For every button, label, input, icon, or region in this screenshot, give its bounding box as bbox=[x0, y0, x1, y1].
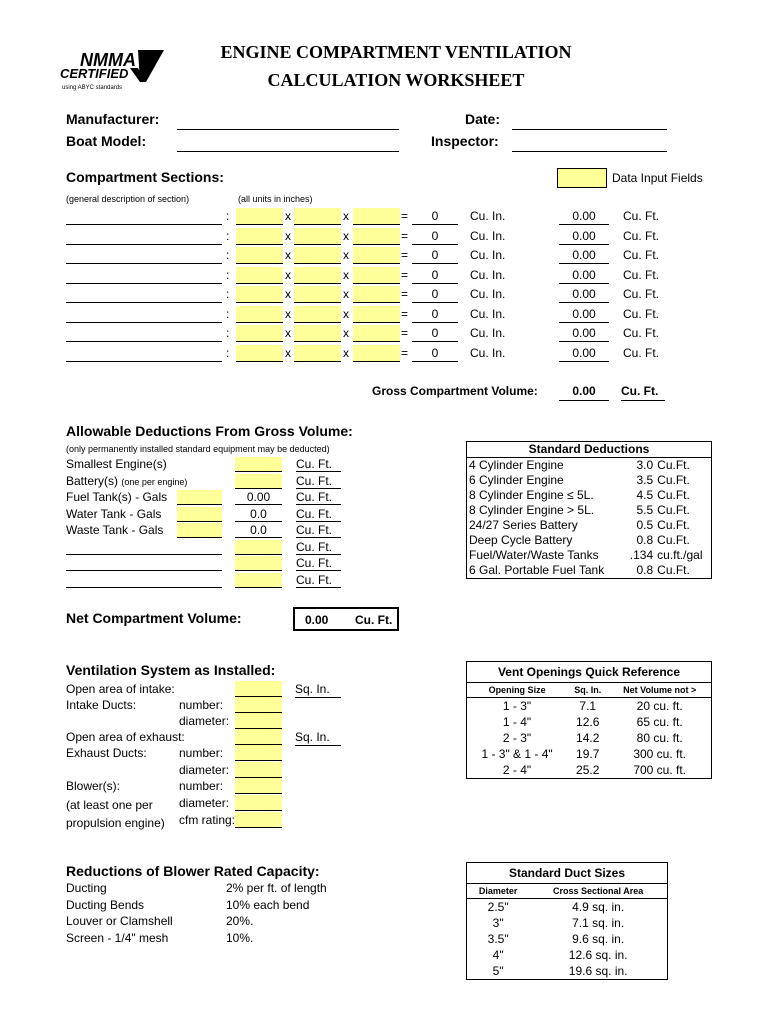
deduction-label bbox=[66, 523, 163, 538]
intake-number-input[interactable] bbox=[235, 697, 282, 713]
cubic-inches-unit: Cu. In. bbox=[470, 267, 506, 282]
deduction-input[interactable] bbox=[235, 474, 282, 489]
equals-sign: = bbox=[401, 345, 409, 360]
deduction-unit: Cu. Ft. bbox=[296, 457, 341, 472]
blower-note-2: propulsion engine) bbox=[66, 816, 165, 830]
intake-ducts-label: Intake Ducts: bbox=[66, 698, 137, 712]
vent-openings-table bbox=[466, 661, 712, 779]
reduction-item: Ducting Bends bbox=[66, 897, 145, 912]
length-input[interactable] bbox=[236, 306, 283, 323]
colon: : bbox=[226, 306, 230, 321]
std-deduction-value: 4.5 bbox=[636, 488, 654, 502]
times-sign: x bbox=[343, 228, 349, 243]
cubic-feet-unit: Cu. Ft. bbox=[623, 326, 660, 340]
cubic-inches-value: 0 bbox=[412, 247, 458, 264]
height-input[interactable] bbox=[353, 247, 400, 264]
std-deduction-unit: Cu.Ft. bbox=[657, 488, 690, 502]
times-sign: x bbox=[285, 287, 291, 301]
cubic-feet-unit: Cu. Ft. bbox=[623, 287, 660, 301]
std-deduction-row bbox=[467, 488, 712, 503]
reduction-value: 10% each bend bbox=[226, 897, 310, 912]
equals-sign: = bbox=[401, 228, 409, 243]
std-deduction-value: 5.5 bbox=[636, 503, 654, 517]
vent-ref-row bbox=[467, 714, 712, 730]
net-volume-value: 0.00 bbox=[305, 613, 329, 627]
vent-ref-cell: 300 cu. ft. bbox=[633, 747, 687, 761]
exhaust-number-input[interactable] bbox=[235, 745, 282, 761]
ventilation-heading: Ventilation System as Installed: bbox=[66, 662, 276, 678]
length-input[interactable] bbox=[236, 267, 283, 284]
deduction-label bbox=[66, 457, 167, 472]
times-sign: x bbox=[285, 326, 291, 340]
std-deduction-item: 24/27 Series Battery bbox=[469, 518, 578, 532]
duct-size-cell: 3.5" bbox=[487, 932, 509, 946]
colon: : bbox=[226, 248, 230, 262]
compartment-desc-note: (general description of section) bbox=[66, 194, 190, 204]
section-description-field[interactable] bbox=[66, 208, 222, 225]
std-deduction-value: 0.8 bbox=[636, 563, 654, 577]
equals-sign: = bbox=[401, 209, 409, 223]
title-line-2: CALCULATION WORKSHEET bbox=[267, 70, 525, 90]
reduction-item: Ducting bbox=[66, 881, 107, 895]
blower-cfm-input[interactable] bbox=[235, 812, 282, 828]
cubic-inches-value: 0 bbox=[412, 228, 458, 245]
deduction-input[interactable] bbox=[235, 540, 282, 555]
cubic-feet-unit: Cu. Ft. bbox=[623, 267, 660, 282]
deduction-value: 0.00 bbox=[235, 490, 282, 505]
times-sign: x bbox=[285, 209, 291, 223]
deduction-value: 0.0 bbox=[235, 523, 282, 538]
section-description-field[interactable] bbox=[66, 286, 222, 303]
deduction-label-note: (one per engine) bbox=[121, 476, 188, 487]
deduction-input[interactable] bbox=[235, 556, 282, 571]
deduction-description-field[interactable] bbox=[66, 556, 222, 571]
gallons-input[interactable] bbox=[177, 507, 222, 522]
deduction-unit: Cu. Ft. bbox=[296, 540, 341, 555]
height-input[interactable] bbox=[353, 306, 400, 323]
vent-ref-row bbox=[467, 746, 712, 762]
duct-size-cell: 4.9 sq. in. bbox=[572, 900, 625, 914]
duct-size-header: Cross Sectional Area bbox=[553, 886, 644, 896]
cubic-feet-unit: Cu. Ft. bbox=[623, 306, 660, 321]
deduction-input[interactable] bbox=[235, 573, 282, 588]
open-intake-label: Open area of intake: bbox=[66, 682, 175, 696]
times-sign: x bbox=[285, 306, 291, 321]
std-deduction-item: 4 Cylinder Engine bbox=[469, 458, 564, 472]
vent-ref-cell: 7.1 bbox=[579, 699, 597, 713]
section-description-field[interactable] bbox=[66, 267, 222, 284]
manufacturer-label: Manufacturer: bbox=[66, 111, 160, 127]
cubic-feet-unit: Cu. Ft. bbox=[623, 228, 660, 243]
width-input[interactable] bbox=[294, 325, 341, 342]
vent-ref-cell: 80 cu. ft. bbox=[636, 731, 683, 745]
length-input[interactable] bbox=[236, 208, 283, 225]
duct-size-cell: 12.6 sq. in. bbox=[568, 948, 628, 962]
deduction-description-field[interactable] bbox=[66, 540, 222, 555]
duct-size-row bbox=[467, 915, 668, 931]
vent-ref-cell: 19.7 bbox=[576, 747, 600, 761]
manufacturer-field[interactable] bbox=[177, 112, 399, 130]
intake-diameter-input[interactable] bbox=[235, 713, 282, 729]
equals-sign: = bbox=[401, 326, 409, 340]
gallons-input[interactable] bbox=[177, 490, 222, 505]
length-input[interactable] bbox=[236, 345, 283, 362]
blowers-label: Blower(s): bbox=[66, 779, 121, 793]
times-sign: x bbox=[285, 248, 291, 262]
exhaust-diameter-input[interactable] bbox=[235, 762, 282, 778]
vent-ref-header: Net Volume not > bbox=[623, 685, 697, 695]
std-deduction-item: 6 Cylinder Engine bbox=[469, 473, 564, 487]
section-description-field[interactable] bbox=[66, 325, 222, 342]
colon: : bbox=[226, 345, 230, 360]
std-deduction-item: 8 Cylinder Engine > 5L. bbox=[469, 503, 595, 517]
duct-size-row bbox=[467, 931, 668, 947]
vent-ref-cell: 1 - 4" bbox=[502, 715, 532, 729]
std-deduction-unit: Cu.Ft. bbox=[657, 518, 690, 532]
times-sign: x bbox=[343, 248, 349, 262]
std-deduction-unit: Cu.Ft. bbox=[657, 533, 690, 547]
deduction-label bbox=[66, 507, 161, 522]
duct-sizes-table bbox=[466, 862, 668, 980]
net-volume-label: Net Compartment Volume: bbox=[66, 610, 242, 626]
vent-ref-cell: 12.6 bbox=[576, 715, 600, 729]
cubic-inches-value: 0 bbox=[412, 306, 458, 323]
vent-ref-row bbox=[467, 730, 712, 746]
vent-ref-row bbox=[467, 762, 712, 779]
vent-ref-title: Vent Openings Quick Reference bbox=[467, 662, 712, 683]
gross-volume-unit: Cu. Ft. bbox=[621, 384, 665, 401]
height-input[interactable] bbox=[353, 267, 400, 284]
cubic-feet-unit: Cu. Ft. bbox=[623, 209, 660, 223]
deduction-unit: Cu. Ft. bbox=[296, 556, 341, 571]
vent-ref-cell: 2 - 4" bbox=[502, 763, 532, 777]
std-deduction-row bbox=[467, 533, 712, 548]
deduction-label bbox=[66, 490, 167, 505]
cubic-inches-unit: Cu. In. bbox=[470, 228, 506, 243]
open-exhaust-input[interactable] bbox=[235, 729, 282, 745]
net-volume-unit: Cu. Ft. bbox=[355, 613, 393, 627]
deduction-label-text: Smallest Engine(s) bbox=[66, 457, 167, 471]
width-input[interactable] bbox=[294, 345, 341, 362]
gross-volume-value: 0.00 bbox=[559, 384, 609, 401]
intake-diameter-label: diameter: bbox=[179, 714, 230, 728]
std-deduction-unit: Cu.Ft. bbox=[657, 563, 690, 577]
std-deduction-item: Fuel/Water/Waste Tanks bbox=[469, 548, 599, 562]
reductions-heading: Reductions of Blower Rated Capacity: bbox=[66, 863, 320, 879]
colon: : bbox=[226, 267, 230, 282]
cubic-feet-value: 0.00 bbox=[559, 267, 609, 284]
date-label: Date: bbox=[465, 111, 501, 127]
section-description-field[interactable] bbox=[66, 306, 222, 323]
std-deduction-value: 0.5 bbox=[636, 518, 654, 532]
reduction-item: Louver or Clamshell bbox=[66, 914, 173, 928]
length-input[interactable] bbox=[236, 247, 283, 264]
width-input[interactable] bbox=[294, 208, 341, 225]
cubic-inches-unit: Cu. In. bbox=[470, 248, 506, 262]
data-input-legend-swatch bbox=[557, 168, 607, 188]
duct-size-cell: 7.1 sq. in. bbox=[572, 916, 625, 930]
height-input[interactable] bbox=[353, 345, 400, 362]
std-deduction-item: Deep Cycle Battery bbox=[469, 533, 573, 547]
gallons-input[interactable] bbox=[177, 523, 222, 538]
length-input[interactable] bbox=[236, 286, 283, 303]
cubic-feet-value: 0.00 bbox=[559, 286, 609, 303]
reduction-value: 10%. bbox=[226, 930, 254, 945]
open-intake-input[interactable] bbox=[235, 681, 282, 697]
height-input[interactable] bbox=[353, 325, 400, 342]
vent-ref-header: Sq. In. bbox=[574, 685, 602, 695]
vent-ref-cell: 65 cu. ft. bbox=[636, 715, 683, 729]
deduction-unit: Cu. Ft. bbox=[296, 507, 341, 522]
std-deduction-unit: cu.ft./gal bbox=[657, 548, 703, 562]
duct-size-row bbox=[467, 947, 668, 963]
vent-ref-cell: 20 cu. ft. bbox=[636, 699, 683, 713]
cubic-inches-unit: Cu. In. bbox=[470, 306, 506, 321]
cubic-inches-value: 0 bbox=[412, 345, 458, 362]
std-deduction-row bbox=[467, 548, 712, 563]
deduction-unit: Cu. Ft. bbox=[296, 573, 341, 588]
times-sign: x bbox=[285, 267, 291, 282]
inspector-label: Inspector: bbox=[431, 133, 499, 149]
std-deduction-row bbox=[467, 458, 712, 474]
cubic-inches-unit: Cu. In. bbox=[470, 287, 506, 301]
title-line-1: ENGINE COMPARTMENT VENTILATION bbox=[220, 42, 572, 62]
logo-abyc: using ABYC standards bbox=[62, 85, 123, 91]
boat-model-field[interactable] bbox=[177, 134, 399, 152]
data-input-legend-label: Data Input Fields bbox=[612, 171, 703, 185]
cubic-inches-value: 0 bbox=[412, 208, 458, 225]
duct-size-cell: 2.5" bbox=[487, 900, 509, 914]
height-input[interactable] bbox=[353, 228, 400, 245]
colon: : bbox=[226, 326, 230, 340]
cubic-inches-value: 0 bbox=[412, 325, 458, 342]
times-sign: x bbox=[285, 345, 291, 360]
duct-size-header: Diameter bbox=[478, 886, 518, 896]
deduction-label-text: Waste Tank - Gals bbox=[66, 523, 164, 537]
cubic-inches-unit: Cu. In. bbox=[470, 209, 506, 223]
section-description-field[interactable] bbox=[66, 228, 222, 245]
logo-certified: CERTIFIED bbox=[60, 66, 129, 81]
vent-ref-cell: 700 cu. ft. bbox=[633, 763, 687, 777]
exhaust-diameter-label: diameter: bbox=[179, 763, 230, 777]
width-input[interactable] bbox=[294, 267, 341, 284]
width-input[interactable] bbox=[294, 286, 341, 303]
times-sign: x bbox=[285, 228, 291, 243]
vent-ref-cell: 14.2 bbox=[576, 731, 600, 745]
deduction-label-text: Water Tank - Gals bbox=[66, 506, 162, 521]
equals-sign: = bbox=[401, 287, 409, 301]
width-input[interactable] bbox=[294, 228, 341, 245]
cubic-feet-value: 0.00 bbox=[559, 325, 609, 342]
blower-number-input[interactable] bbox=[235, 778, 282, 794]
logo-nmma: NMMA bbox=[80, 50, 136, 70]
date-field[interactable] bbox=[512, 112, 667, 130]
std-deduction-row bbox=[467, 503, 712, 518]
std-deductions-title: Standard Deductions bbox=[467, 442, 712, 458]
std-deduction-unit: Cu.Ft. bbox=[657, 473, 690, 487]
vent-ref-cell: 2 - 3" bbox=[502, 731, 532, 745]
cubic-inches-value: 0 bbox=[412, 267, 458, 284]
equals-sign: = bbox=[401, 248, 409, 262]
exhaust-number-label: number: bbox=[179, 746, 224, 760]
duct-size-cell: 5" bbox=[492, 964, 504, 978]
colon: : bbox=[226, 228, 230, 243]
exhaust-ducts-label: Exhaust Ducts: bbox=[66, 746, 147, 760]
deduction-unit: Cu. Ft. bbox=[296, 490, 341, 505]
duct-size-row bbox=[467, 963, 668, 980]
times-sign: x bbox=[343, 345, 349, 360]
section-description-field[interactable] bbox=[66, 345, 222, 362]
cubic-feet-value: 0.00 bbox=[559, 228, 609, 245]
duct-size-cell: 19.6 sq. in. bbox=[568, 964, 628, 978]
compartment-units-note: (all units in inches) bbox=[238, 194, 313, 204]
std-deduction-item: 6 Gal. Portable Fuel Tank bbox=[469, 563, 605, 577]
vent-ref-cell: 25.2 bbox=[576, 763, 600, 777]
blower-number-label: number: bbox=[179, 779, 224, 793]
section-description-field[interactable] bbox=[66, 247, 222, 264]
times-sign: x bbox=[343, 326, 349, 340]
std-deduction-value: .134 bbox=[629, 548, 654, 562]
duct-size-cell: 3" bbox=[492, 916, 504, 930]
length-input[interactable] bbox=[236, 228, 283, 245]
times-sign: x bbox=[343, 209, 349, 223]
duct-size-cell: 4" bbox=[492, 948, 504, 962]
vent-ref-cell: 1 - 3" bbox=[502, 699, 532, 713]
blower-note-1: (at least one per bbox=[66, 798, 153, 812]
blower-diameter-input[interactable] bbox=[235, 795, 282, 811]
deduction-label-text: Battery(s) bbox=[66, 473, 119, 488]
reduction-item: Screen - 1/4" mesh bbox=[66, 930, 169, 945]
deduction-label bbox=[66, 474, 187, 490]
standard-deductions-table bbox=[466, 441, 712, 579]
std-deduction-row bbox=[467, 518, 712, 533]
equals-sign: = bbox=[401, 267, 409, 282]
deduction-description-field[interactable] bbox=[66, 573, 222, 588]
std-deduction-unit: Cu.Ft. bbox=[657, 503, 690, 517]
deduction-unit: Cu. Ft. bbox=[296, 474, 341, 489]
deduction-input[interactable] bbox=[235, 457, 282, 472]
open-intake-unit: Sq. In. bbox=[295, 681, 341, 698]
std-deduction-row bbox=[467, 563, 712, 579]
std-deduction-row bbox=[467, 473, 712, 488]
boat-model-label: Boat Model: bbox=[66, 133, 147, 149]
std-deduction-value: 0.8 bbox=[636, 533, 654, 547]
times-sign: x bbox=[343, 306, 349, 321]
reduction-value: 20%. bbox=[226, 914, 254, 928]
width-input[interactable] bbox=[294, 247, 341, 264]
deductions-note: (only permanently installed standard equipment may be deducted) bbox=[66, 444, 330, 454]
std-deduction-value: 3.0 bbox=[636, 458, 654, 472]
colon: : bbox=[226, 209, 230, 223]
reduction-value: 2% per ft. of length bbox=[226, 881, 327, 895]
cubic-feet-value: 0.00 bbox=[559, 345, 609, 362]
height-input[interactable] bbox=[353, 286, 400, 303]
duct-size-cell: 9.6 sq. in. bbox=[572, 932, 625, 946]
inspector-field[interactable] bbox=[512, 134, 667, 152]
length-input[interactable] bbox=[236, 325, 283, 342]
net-volume-box bbox=[293, 607, 399, 631]
width-input[interactable] bbox=[294, 306, 341, 323]
deductions-heading: Allowable Deductions From Gross Volume: bbox=[66, 423, 353, 439]
nmma-certified-logo bbox=[60, 46, 170, 96]
open-exhaust-label: Open area of exhaust: bbox=[66, 730, 185, 744]
duct-size-row bbox=[467, 899, 668, 916]
std-deduction-value: 3.5 bbox=[636, 473, 654, 487]
times-sign: x bbox=[343, 287, 349, 301]
vent-ref-header: Opening Size bbox=[488, 685, 546, 695]
deduction-value: 0.0 bbox=[235, 507, 282, 522]
gross-volume-label: Gross Compartment Volume: bbox=[372, 384, 538, 398]
cubic-feet-value: 0.00 bbox=[559, 247, 609, 264]
duct-sizes-title: Standard Duct Sizes bbox=[467, 863, 668, 884]
cubic-feet-value: 0.00 bbox=[559, 208, 609, 225]
deduction-label-text: Fuel Tank(s) - Gals bbox=[66, 490, 168, 504]
std-deduction-unit: Cu.Ft. bbox=[657, 458, 690, 472]
blower-diameter-label: diameter: bbox=[179, 796, 230, 810]
intake-number-label: number: bbox=[179, 698, 224, 712]
open-exhaust-unit: Sq. In. bbox=[295, 729, 341, 746]
cubic-inches-unit: Cu. In. bbox=[470, 326, 506, 340]
times-sign: x bbox=[343, 267, 349, 282]
vent-ref-cell: 1 - 3" & 1 - 4" bbox=[481, 747, 553, 761]
cubic-feet-value: 0.00 bbox=[559, 306, 609, 323]
height-input[interactable] bbox=[353, 208, 400, 225]
cubic-feet-unit: Cu. Ft. bbox=[623, 248, 660, 262]
colon: : bbox=[226, 287, 230, 301]
std-deduction-item: 8 Cylinder Engine ≤ 5L. bbox=[469, 488, 594, 502]
equals-sign: = bbox=[401, 306, 409, 321]
deduction-unit: Cu. Ft. bbox=[296, 523, 341, 538]
cubic-inches-value: 0 bbox=[412, 286, 458, 303]
compartment-heading: Compartment Sections: bbox=[66, 169, 224, 185]
cubic-feet-unit: Cu. Ft. bbox=[623, 345, 660, 360]
cubic-inches-unit: Cu. In. bbox=[470, 345, 506, 360]
vent-ref-row bbox=[467, 698, 712, 715]
blower-cfm-label: cfm rating: bbox=[179, 813, 236, 827]
